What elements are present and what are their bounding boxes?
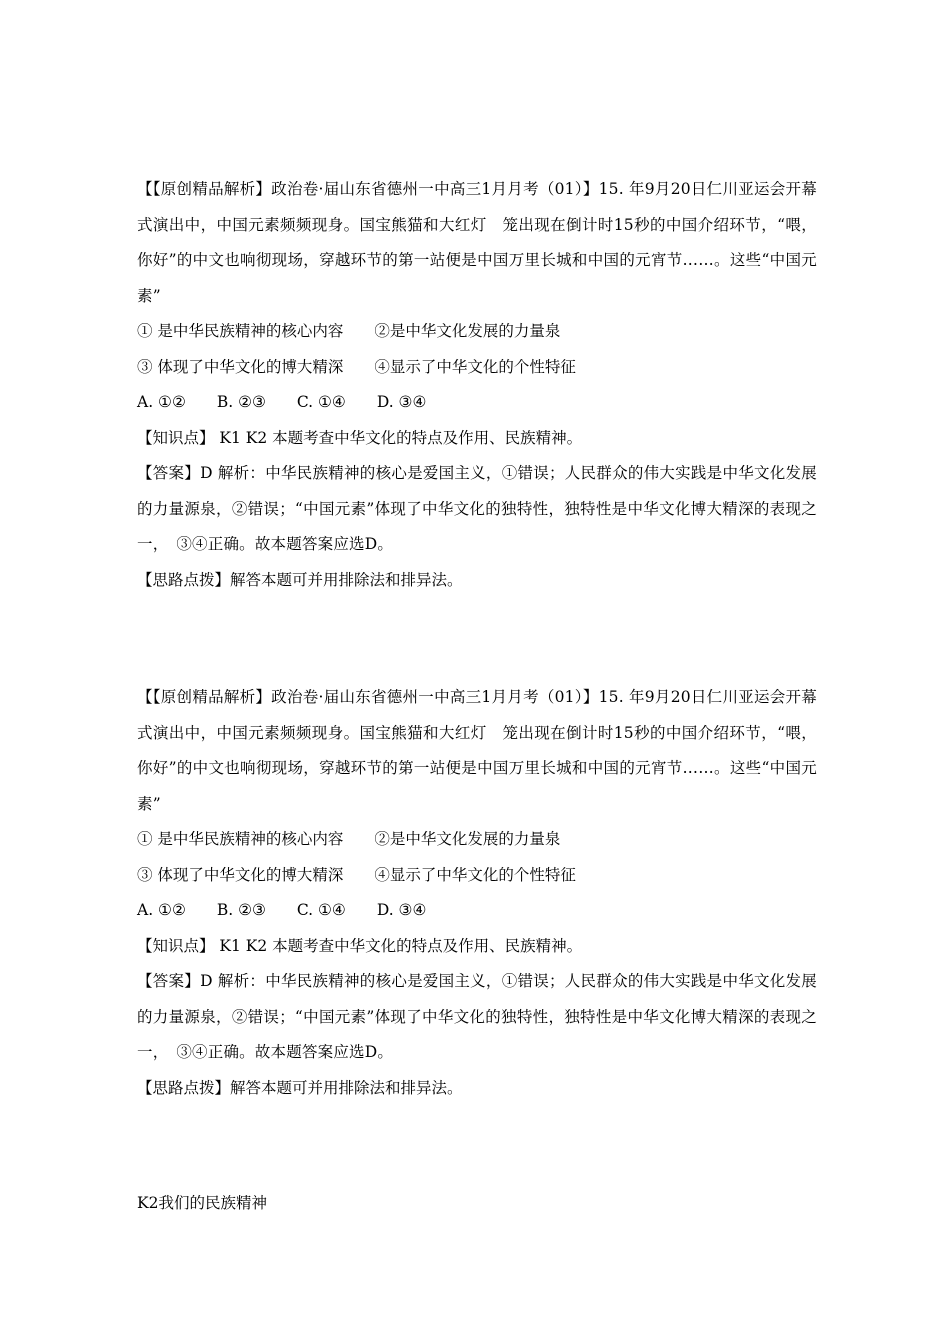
section-heading: K2我们的民族精神 — [137, 1194, 267, 1212]
solution-hint: 【思路点拨】解答本题可并用排除法和排异法。 — [137, 1078, 463, 1097]
solution-hint: 【思路点拨】解答本题可并用排除法和排异法。 — [137, 570, 463, 589]
answer-explanation: 【答案】D 解析：中华民族精神的核心是爱国主义，①错误；人民群众的伟大实践是中华文化发展的力量源泉，②错误；“中国元素”体现了中华文化的独特性，独特性是中华文化博大精深的表现之一， ③④正确。故本题答案应选D。 — [137, 464, 817, 553]
statements-row: ① 是中华民族精神的核心内容 ②是中华文化发展的力量泉 — [137, 830, 561, 848]
statements-row: ③ 体现了中华文化的博大精深 ④显示了中华文化的个性特征 — [137, 865, 576, 884]
knowledge-point: 【知识点】 K1 K2 本题考查中华文化的特点及作用、民族精神。 — [137, 428, 583, 447]
question-stem: 【【原创精品解析】政治卷·届山东省德州一中高三1月月考（01）】15. 年9月20日仁川亚运会开幕式演出中，中国元素频频现身。国宝熊猫和大红灯 笼出现在倒计时15秒的中国介绍环节，“喂，你好”的中文也响彻现场，穿越环节的第一站便是中国万里长城和中国的元宵节……。这些“中国元素” — [137, 180, 817, 305]
answer-options: A. ①② B. ②③ C. ①④ D. ③④ — [137, 393, 427, 411]
statements-row: ① 是中华民族精神的核心内容 ②是中华文化发展的力量泉 — [137, 322, 561, 340]
knowledge-point: 【知识点】 K1 K2 本题考查中华文化的特点及作用、民族精神。 — [137, 936, 583, 955]
question-block — [137, 680, 817, 1106]
question-block — [137, 172, 817, 598]
answer-options: A. ①② B. ②③ C. ①④ D. ③④ — [137, 901, 427, 919]
question-stem: 【【原创精品解析】政治卷·届山东省德州一中高三1月月考（01）】15. 年9月20日仁川亚运会开幕式演出中，中国元素频频现身。国宝熊猫和大红灯 笼出现在倒计时15秒的中国介绍环节，“喂，你好”的中文也响彻现场，穿越环节的第一站便是中国万里长城和中国的元宵节……。这些“中国元素” — [137, 688, 817, 813]
statements-row: ③ 体现了中华文化的博大精深 ④显示了中华文化的个性特征 — [137, 357, 576, 376]
answer-explanation: 【答案】D 解析：中华民族精神的核心是爱国主义，①错误；人民群众的伟大实践是中华文化发展的力量源泉，②错误；“中国元素”体现了中华文化的独特性，独特性是中华文化博大精深的表现之一， ③④正确。故本题答案应选D。 — [137, 972, 817, 1061]
